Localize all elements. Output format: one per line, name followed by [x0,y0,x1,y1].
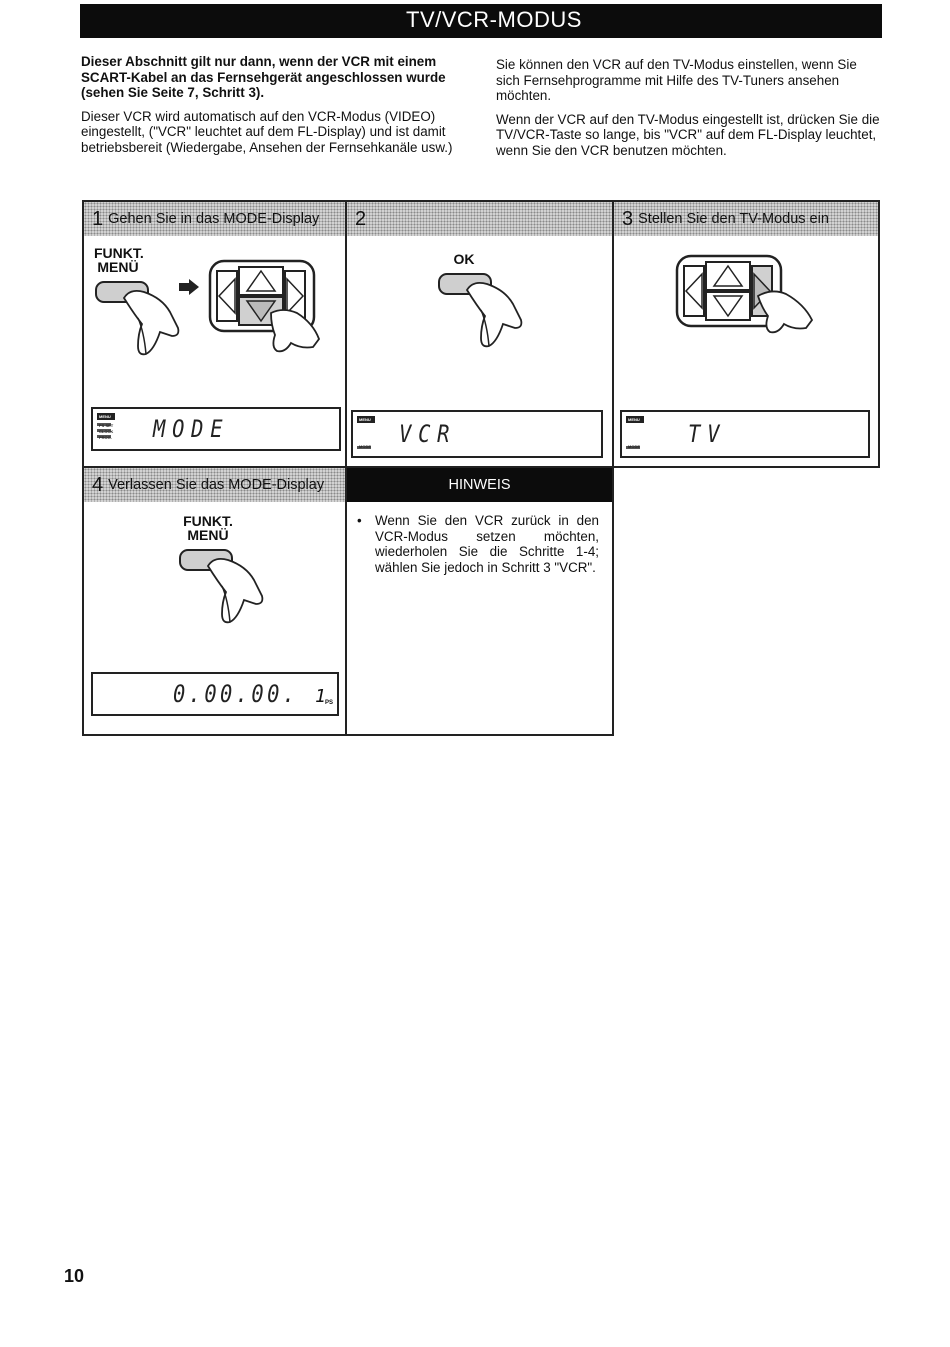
step-1-button-label: FUNKT. MENÜ [94,245,144,275]
step-4-display-suffix-small: PS [325,700,334,706]
step-1-title: Gehen Sie in das MODE-Display [108,211,320,228]
step-2-header [347,202,612,236]
hinweis-text: Wenn Sie den VCR zurück in den VCR-Modus setzen möchten, wiederholen Sie die Schritte 1-4; wählen Sie jedoch in Schritt 3 "VCR". [375,513,599,575]
step-3-display-text: TV [688,420,727,448]
step-3-header [614,202,878,236]
intro-right-column [496,57,884,167]
step-1-number: 1 [92,208,104,231]
steps-grid [82,200,880,736]
step-4-display-text: 0.00.00. [173,680,299,708]
step-4-header [84,468,345,502]
step-2-ok-button-illustration [437,270,537,360]
step-1-display-text: MODE [153,415,230,443]
step-2-number: 2 [355,208,367,231]
section-header-bar [80,4,882,38]
step-1-fl-display [91,407,341,451]
step-3-number: 3 [622,208,634,231]
display-tag-label: MODE [359,444,371,449]
step-4-fl-display [91,672,339,716]
intro-scart-notice: Dieser Abschnitt gilt nur dann, wenn der VCR mit einem SCART-Kabel an das Fernsehgerät angeschlossen wurde (sehen Sie Seite 7, Schritt 3). [81,54,446,101]
step-2-fl-display [351,410,603,458]
intro-vcr-mode-text: Dieser VCR wird automatisch auf den VCR-Modus (VIDEO) eingestellt, ("VCR" leuchtet auf dem FL-Display) und ist damit betriebsbereit (Wiedergabe, Ansehen der Fernsehkanäle usw.) [81,108,453,155]
display-tag-label: PROG. [99,435,112,440]
step-1-header [84,202,345,236]
step-4-number: 4 [92,474,104,497]
display-tag-label: MODE [628,444,640,449]
step-3-cursor-keys-illustration [674,252,824,347]
display-tag-label: MENU [99,414,111,419]
step-3-title: Stellen Sie den TV-Modus ein [638,211,829,228]
step-1-cursor-keys-illustration [207,257,327,352]
section-title: TV/VCR-MODUS [406,7,582,32]
display-tag-label: MENU [359,417,371,422]
step-2-button-label: OK [453,251,475,267]
arrow-right-icon [179,279,199,295]
intro-tvvcr-key-text: Wenn der VCR auf den TV-Modus eingestellt ist, drücken Sie die TV/VCR-Taste so lange, bis "VCR" auf dem FL-Display leuchtet, wenn Sie den VCR benutzen möchten. [496,111,880,158]
step-4-menu-button-illustration [178,546,278,636]
intro-left-column [81,54,465,164]
display-tag-label: MENU [628,417,640,422]
display-tag-label: CLOCK [99,429,114,434]
step-3-fl-display [620,410,870,458]
step-2-display-text: VCR [399,420,457,448]
page-number: 10 [64,1266,85,1286]
step-4-display-suffix: 1 [315,686,326,707]
hinweis-panel [345,466,614,736]
intro-tv-mode-text: Sie können den VCR auf den TV-Modus einstellen, wenn Sie sich Fernsehprogramme mit Hilfe des TV-Tuners ansehen möchten. [496,57,857,104]
step-4-title: Verlassen Sie das MODE-Display [108,477,325,494]
step-4-button-label: FUNKT. MENÜ [183,513,233,543]
hinweis-bullet: • [357,513,362,528]
hinweis-header: HINWEIS [347,468,612,502]
display-tag-label: PS SET [99,423,114,428]
